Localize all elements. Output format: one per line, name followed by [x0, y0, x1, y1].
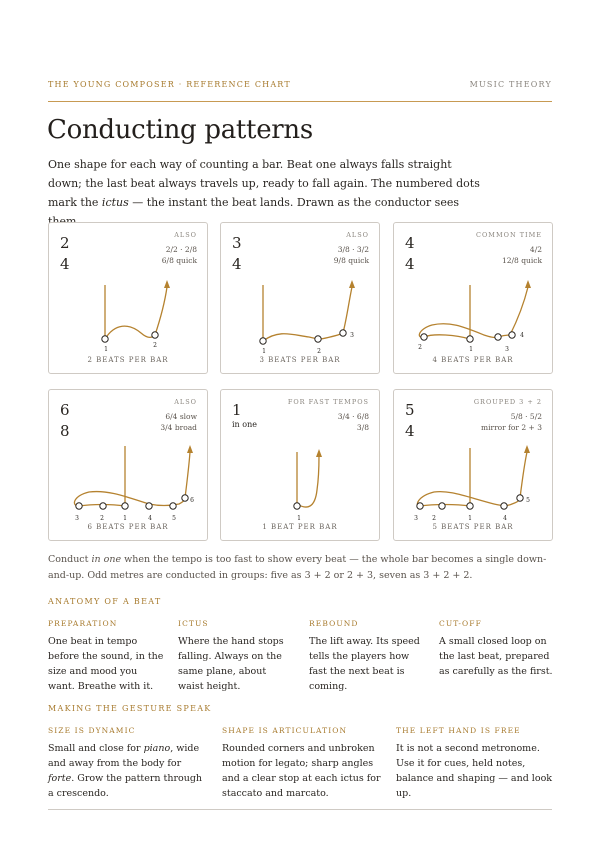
alternate-metres: 5/8 · 5/2 mirror for 2 + 3	[480, 412, 542, 432]
time-signature: 6 8	[60, 401, 70, 440]
intro-paragraph: One shape for each way of counting a bar. Beat one always falls straight down; the last beat always travels up, ready to fall again. The numbered dots mark the ictus — the instant the beat lands. Drawn as the conductor sees	[48, 158, 480, 209]
beat-pattern-diagram	[221, 390, 379, 540]
header-category: MUSIC THEORY	[469, 80, 552, 89]
in-one-label: in one	[232, 420, 257, 429]
beat-label: 6	[190, 497, 194, 504]
header-series-title: THE YOUNG COMPOSER · REFERENCE CHART	[48, 80, 291, 89]
pattern-card-3-4	[220, 222, 380, 374]
pattern-card-2-4	[48, 222, 208, 374]
pattern-card-1	[220, 389, 380, 541]
card-caption: 2 BEATS PER BAR	[87, 356, 169, 364]
anatomy-title-cut-off: CUT-OFF	[439, 619, 482, 628]
gesture-title-left-hand: THE LEFT HAND IS FREE	[396, 726, 521, 735]
time-signature: 4 4	[405, 234, 415, 273]
alternate-metres: 3/4 · 6/8 3/8	[337, 412, 369, 432]
anatomy-text-preparation: One beat in tempo before the sound, in the size and mood you want. Breathe with it.	[48, 636, 164, 692]
beat-label: 3	[75, 515, 79, 522]
card-tag: ALSO	[346, 231, 369, 239]
beat-pattern-diagram	[49, 223, 207, 373]
beat-label: 2	[317, 348, 321, 355]
note-emphasis: in one	[91, 554, 122, 565]
beat-label: 2	[418, 344, 422, 351]
card-tag: ALSO	[174, 231, 197, 239]
alternate-metres: 6/4 slow 3/4 broad	[160, 412, 197, 432]
card-tag: FOR FAST TEMPOS	[287, 398, 369, 406]
beat-label: 1	[469, 346, 473, 353]
beat-label: 1	[104, 346, 108, 353]
time-signature: 5 4	[405, 401, 415, 440]
anatomy-title-preparation: PREPARATION	[48, 619, 118, 628]
card-caption: 3 BEATS PER BAR	[259, 356, 341, 364]
anatomy-title-rebound: REBOUND	[309, 619, 359, 628]
gesture-text-size: Small and close for piano, wide and away from the body for forte. Grow the pattern through a crescendo.	[48, 743, 203, 799]
beat-pattern-diagram	[221, 223, 379, 373]
card-tag: ALSO	[174, 398, 197, 406]
beat-label: 4	[148, 515, 152, 522]
beat-label: 1	[297, 515, 301, 522]
beat-label: 3	[414, 515, 418, 522]
gesture-title-shape: SHAPE IS ARTICULATION	[222, 726, 348, 735]
beat-pattern-diagram	[49, 390, 207, 540]
pattern-card-6-8	[48, 389, 208, 541]
time-signature: 2 4	[60, 234, 70, 273]
time-signature: 1	[232, 401, 242, 419]
anatomy-text-cut-off: A small closed loop on the last beat, prepared as carefully as the first.	[439, 636, 553, 677]
beat-label: 5	[526, 497, 530, 504]
beat-label: 1	[123, 515, 127, 522]
gesture-text-left-hand: It is not a second metronome. Use it for cues, held notes, balance and shaping — and look up.	[396, 743, 553, 799]
conducting-note: Conduct in one when the tempo is too fast to show every beat — the whole bar becomes a single down-and-up. Odd metres are conducted in groups: five as 3 + 2 or 2 + 3, seven as 3 + 2 + 2.	[48, 554, 547, 581]
anatomy-text-ictus: Where the hand stops falling. Always on the same plane, about waist height.	[178, 636, 284, 692]
gesture-heading: MAKING THE GESTURE SPEAK	[48, 704, 212, 713]
intro-emphasis: ictus	[101, 196, 129, 209]
beat-label: 1	[262, 348, 266, 355]
alternate-metres: 2/2 · 2/8 6/8 quick	[161, 245, 197, 265]
gesture-title-size: SIZE IS DYNAMIC	[48, 726, 136, 735]
beat-label: 2	[100, 515, 104, 522]
beat-pattern-diagram	[394, 223, 552, 373]
card-caption: 6 BEATS PER BAR	[87, 523, 169, 531]
card-caption: 5 BEATS PER BAR	[432, 523, 514, 531]
pattern-card-4-4	[393, 222, 553, 374]
card-caption: 1 BEAT PER BAR	[262, 523, 338, 531]
page-title: Conducting patterns	[47, 115, 313, 145]
card-tag: COMMON TIME	[476, 231, 542, 239]
anatomy-text-rebound: The lift away. Its speed tells the players how fast the next beat is coming.	[309, 636, 420, 692]
card-tag: GROUPED 3 + 2	[473, 398, 542, 406]
anatomy-title-ictus: ICTUS	[178, 619, 209, 628]
beat-label: 2	[432, 515, 436, 522]
gesture-text-shape: Rounded corners and unbroken motion for legato; sharp angles and a clear stop at each ictus for staccato and marcato.	[222, 743, 381, 799]
beat-label: 3	[350, 332, 354, 339]
anatomy-heading: ANATOMY OF A BEAT	[48, 597, 162, 606]
footer-rule	[48, 809, 552, 810]
beat-label: 4	[520, 332, 524, 339]
pattern-card-5-4	[393, 389, 553, 541]
time-signature: 3 4	[232, 234, 242, 273]
beat-label: 3	[505, 346, 509, 353]
beat-label: 1	[468, 515, 472, 522]
alternate-metres: 4/2 12/8 quick	[501, 245, 542, 265]
beat-label: 2	[153, 342, 157, 349]
header-rule	[48, 101, 552, 102]
alternate-metres: 3/8 · 3/2 9/8 quick	[333, 245, 369, 265]
beat-label: 4	[503, 515, 507, 522]
card-caption: 4 BEATS PER BAR	[432, 356, 514, 364]
beat-label: 5	[172, 515, 176, 522]
beat-pattern-diagram	[394, 390, 552, 540]
